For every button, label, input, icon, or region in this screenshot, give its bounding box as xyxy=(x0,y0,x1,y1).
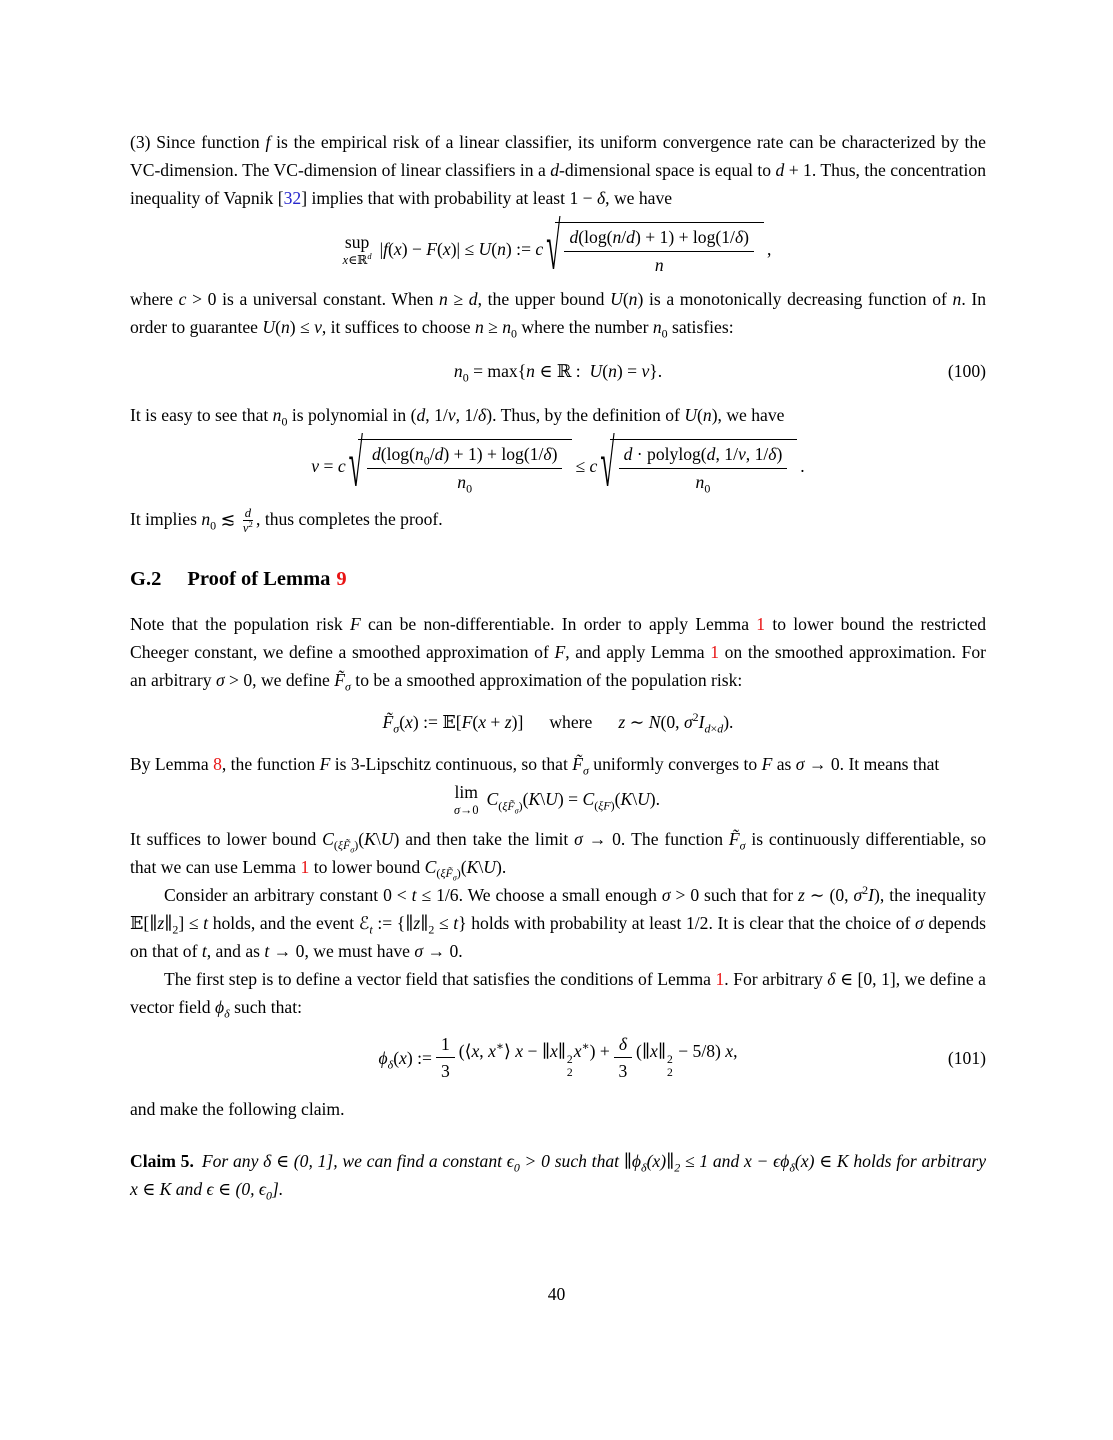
top-margin xyxy=(130,0,986,128)
equation-tail: (∥x∥ 2 2 − 5/8) x, xyxy=(636,1040,738,1079)
paragraph-note-population-risk: Note that the population risk F can be non-differentiable. In order to apply Lemma 1 to lower bound the restricted Cheeger constant, we define a smoothed approximation of F, and apply Lemma 1 on the smoothed approximation. For an arbitrary σ > 0, we define $F̃_\sigma$ to be a smoothed approximation of the population risk: xyxy=(130,613,986,694)
equation-body: $C_{(\xi F̃_\sigma)}(K\backslash U)$ = $C_{(\xi F)}(K\backslash U)$. xyxy=(486,789,661,816)
paragraph-consider-constant: Consider an arbitrary constant 0 < t ≤ 1/6. We choose a small enough σ > 0 such that for z ∼ (0, $\sigma^2I$), the inequality $𝔼[\parallel z\parallel_2] \le t$ holds, and the event ℰ$_t$ := $\{\parallel z\parallel_2 \le t\}$ holds with probability at least 1/2. It is clear that the choice of σ depends on that of t, and as t → 0, we must have σ → 0. xyxy=(130,882,986,961)
reference-link[interactable]: 1 xyxy=(710,641,720,662)
numerator: d · polylog(d, 1/ν, 1/δ) xyxy=(619,443,788,469)
paragraph-universal-constant: where c > 0 is a universal constant. When n ≥ d, the upper bound U(n) is a monotonically decreasing function of n. In order to guarantee U(n) ≤ ν, it suffices to choose $n \ge n_0$ where the number $n_0$ satisfies: xyxy=(130,288,987,341)
equation-smoothed-risk xyxy=(130,708,986,736)
equation-uniform-convergence xyxy=(130,210,986,285)
radical xyxy=(348,427,573,501)
denominator: $n_0$ xyxy=(695,471,711,496)
equation-nu-bound xyxy=(130,427,986,501)
equation-tail: , xyxy=(767,239,772,260)
equation-limit-cheeger xyxy=(130,782,986,817)
radical xyxy=(546,210,764,285)
reference-link[interactable]: 8 xyxy=(213,753,222,774)
equation-mid: (⟨x, x∗⟩ x − ∥x∥ 2 2 x∗) + xyxy=(458,1039,610,1079)
paragraph-polynomial: It is easy to see that $n_0$ is polynomial in (d, 1/ν, 1/δ). Thus, by the definition of U(n), we have xyxy=(130,404,785,429)
reference-link[interactable]: 1 xyxy=(756,613,766,634)
paragraph-suffices: It suffices to lower bound $C_{(\xi F̃_\sigma)}(K\backslash U)$ and then take the limit σ → 0. The function $F̃_\sigma$ is continuously differentiable, so that we can use Lemma 1 to lower bound $C_{(\xi F̃_\sigma)}(K\backslash U)$. xyxy=(130,828,986,883)
equation-tail: . xyxy=(800,456,805,477)
numerator: 1 xyxy=(436,1033,455,1059)
lim-operator: lim σ→0 xyxy=(453,781,479,818)
fraction xyxy=(619,443,788,494)
reference-link[interactable]: 1 xyxy=(300,856,310,877)
denominator: n xyxy=(654,254,664,275)
equation-body: $n_0 = \max\{n$ ∈ ℝ : U(n) = ν}. xyxy=(453,360,663,385)
section-number: G.2 xyxy=(130,567,162,590)
equation-mid: ≤ c xyxy=(575,456,598,477)
paragraph-first-step: The first step is to define a vector field that satisfies the conditions of Lemma 1. For arbitrary δ ∈ [0, 1], we define a vector field $\phi_\delta$ such that: xyxy=(130,968,986,1021)
page-number: 40 xyxy=(547,1284,566,1304)
equation-101 xyxy=(130,1033,986,1084)
equation-body: $F̃_\sigma(x)$ := 𝔼[F(x + z)] where z ∼ N(0, $\sigma^2I_{d\times d}$). xyxy=(382,710,734,736)
citation-link[interactable]: 32 xyxy=(283,188,302,208)
paragraph-make-claim: and make the following claim. xyxy=(130,1099,345,1120)
fraction xyxy=(564,226,754,277)
radical xyxy=(600,427,797,501)
radical-sign: √ xyxy=(600,427,615,501)
fraction xyxy=(367,443,563,494)
equation-tag: (100) xyxy=(947,360,986,381)
denominator: 3 xyxy=(618,1061,628,1082)
equation-lhs: ν = c xyxy=(311,456,346,477)
numerator: δ xyxy=(614,1033,632,1059)
sup-operator: sup x∈ℝ$^d$ xyxy=(342,232,372,268)
lemma-reference-link[interactable]: 9 xyxy=(336,567,347,590)
paragraph-lipschitz: By Lemma 8, the function F is 3-Lipschitz continuous, so that $F̃_\sigma$ uniformly converges to F as σ → 0. It means that xyxy=(130,753,940,778)
equation-lhs: $\phi_\delta(x)$ := xyxy=(378,1047,432,1072)
claim-5 xyxy=(130,1147,986,1203)
denominator: 3 xyxy=(440,1061,450,1082)
paragraph-vc-dimension: (3) Since function f is the empirical risk of a linear classifier, its uniform convergence rate can be characterized by the VC-dimension. The VC-dimension of linear classifiers in a d-dimensional space is equal to d + 1. Thus, the concentration inequality of Vapnik [32] implies that with probability at least 1 − δ, we have xyxy=(130,132,987,208)
reference-link[interactable]: 1 xyxy=(715,968,725,989)
paragraph-implies: It implies $n_0$ ≲ $\frac{d}{\nu^2}$ , thus completes the proof. xyxy=(130,505,443,536)
section-title: Proof of Lemma xyxy=(187,567,331,590)
equation-100 xyxy=(130,357,986,385)
radical-sign: √ xyxy=(546,210,561,285)
numerator: d(log(n/d) + 1) + log(1/δ) xyxy=(564,226,754,252)
equation-body: |f(x) − F(x)| ≤ U(n) := c xyxy=(379,239,544,260)
section-heading xyxy=(130,566,986,592)
claim-body: For any δ ∈ (0, 1], we can find a constant $\epsilon_0 > 0$ such that $\parallel\phi_\delta(x)\parallel_2 \le 1$ and $x - \epsilon\phi_\delta(x)$ ∈ K holds for arbitrary x ∈ K and ϵ ∈ (0, $\epsilon_0$]. xyxy=(130,1151,987,1203)
radical-sign: √ xyxy=(348,427,363,501)
numerator: $d(\log(n_0/d) + 1) + \log(1/\delta)$ xyxy=(367,443,563,469)
claim-label: Claim 5. xyxy=(130,1151,194,1172)
fraction xyxy=(614,1033,632,1084)
fraction xyxy=(436,1033,455,1084)
equation-tag: (101) xyxy=(947,1047,986,1068)
text-column xyxy=(130,0,986,1203)
denominator: $n_0$ xyxy=(457,471,473,496)
